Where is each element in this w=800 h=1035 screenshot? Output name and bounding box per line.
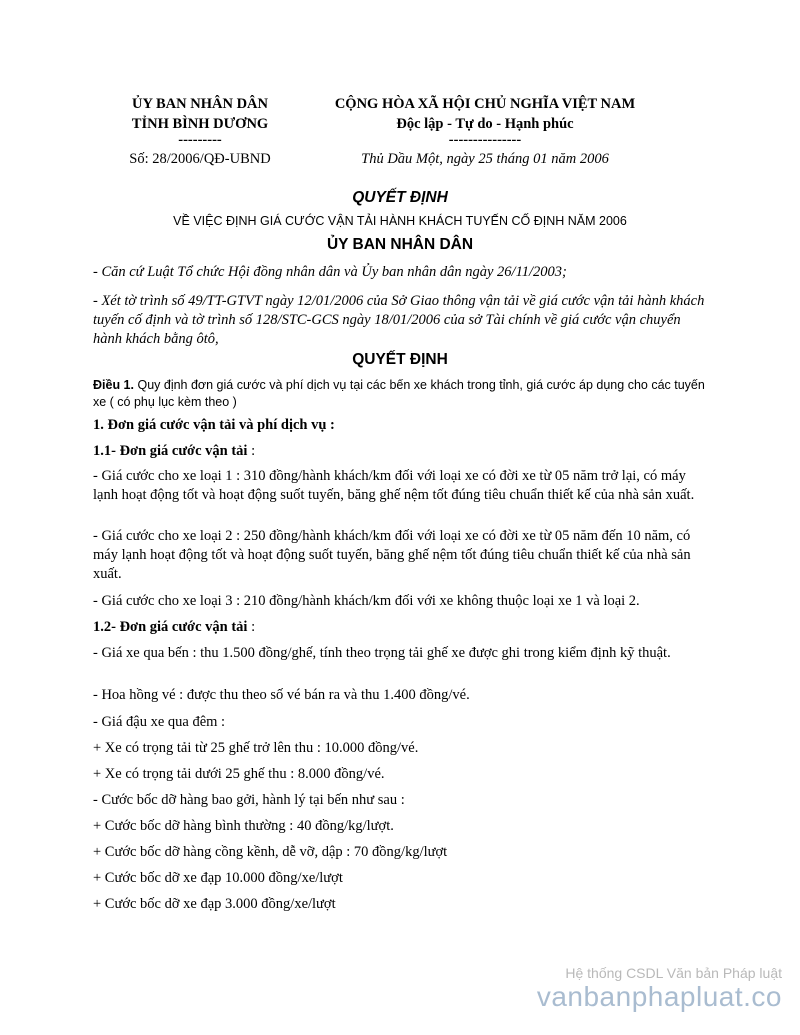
watermark-site: vanbanphapluat.co <box>536 981 782 1012</box>
service-terminal-fee: - Giá xe qua bến : thu 1.500 đồng/ghế, tính theo trọng tải ghế xe được ghi trong kiểm định kỹ thuật. <box>93 645 671 661</box>
service-ticket-commission: - Hoa hồng vé : được thu theo số vé bán ra và thu 1.400 đồng/vé. <box>93 687 470 703</box>
fare-type-2: - Giá cước cho xe loại 2 : 250 đồng/hành khách/km đối với loại xe có đời xe từ 05 năm đến 10 năm, có máy lạnh hoạt động tốt và hoạt động suốt tuyến, băng ghế nệm tốt đúng tiêu chuẩn thiết kế của nhà sản xuất. <box>93 528 691 582</box>
document-date: Thủ Dầu Một, ngày 25 tháng 01 năm 2006 <box>361 151 609 167</box>
issuer-province: TỈNH BÌNH DƯƠNG <box>131 116 269 132</box>
subsection-1-2-heading <box>93 618 713 637</box>
fare-type-3: - Giá cước cho xe loại 3 : 210 đồng/hành khách/km đối với xe không thuộc loại xe 1 và loại 2. <box>93 593 640 609</box>
country-name: CỘNG HÒA XÃ HỘI CHỦ NGHĨA VIỆT NAM <box>334 96 636 112</box>
issuer-divider: --------- <box>178 132 222 148</box>
section-1-heading: 1. Đơn giá cước vận tải và phí dịch vụ : <box>93 417 335 433</box>
authority-heading: ỦY BAN NHÂN DÂN <box>326 236 474 253</box>
subsection-1-2-suffix: : <box>247 619 256 635</box>
motto-divider: --------------- <box>448 132 522 148</box>
article-1-text: Quy định đơn giá cước và phí dịch vụ tại các bến xe khách trong tỉnh, giá cước áp dụng cho các tuyến xe ( có phụ lục kèm theo ) <box>93 378 705 409</box>
subsection-1-1-label: 1.1- Đơn giá cước vận tải <box>93 443 248 459</box>
service-loading-bicycle-1: + Cước bốc dỡ xe đạp 10.000 đồng/xe/lượt <box>93 870 343 886</box>
subsection-1-1-heading <box>93 442 713 461</box>
service-loading-bicycle-2: + Cước bốc dỡ xe đạp 3.000 đồng/xe/lượt <box>93 896 336 912</box>
preamble-legal-basis: - Căn cứ Luật Tổ chức Hội đồng nhân dân và Ủy ban nhân dân ngày 26/11/2003; <box>93 264 567 280</box>
article-1-label: Điều 1. <box>93 378 134 392</box>
article-1 <box>93 377 713 411</box>
service-loading-normal: + Cước bốc dỡ hàng bình thường : 40 đồng/kg/lượt. <box>93 818 394 834</box>
document-number: Số: 28/2006/QĐ-UBND <box>129 151 271 167</box>
fare-type-1: - Giá cước cho xe loại 1 : 310 đồng/hành khách/km đối với loại xe có đời xe từ 05 năm trở lại, có máy lạnh hoạt động tốt và hoạt động suốt tuyến, băng ghế nệm tốt đúng tiêu chuẩn thiết kế của nhà sản xuất. <box>93 468 695 503</box>
service-overnight-parking: - Giá đậu xe qua đêm : <box>93 714 226 730</box>
motto: Độc lập - Tự do - Hạnh phúc <box>396 116 574 132</box>
issuer-block <box>100 94 300 146</box>
decision-heading: QUYẾT ĐỊNH <box>352 351 448 368</box>
document-subject: VỀ VIỆC ĐỊNH GIÁ CƯỚC VẬN TẢI HÀNH KHÁCH TUYẾN CỐ ĐỊNH NĂM 2006 <box>173 214 627 228</box>
issuer-name: ỦY BAN NHÂN DÂN <box>131 96 268 112</box>
service-parking-small: + Xe có trọng tải dưới 25 ghế thu : 8.000 đồng/vé. <box>93 766 385 782</box>
preamble-proposals: - Xét tờ trình số 49/TT-GTVT ngày 12/01/2006 của Sở Giao thông vận tải về giá cước vận tải hành khách tuyến cố định và tờ trình số 128/STC-GCS ngày 18/01/2006 của sở Tài chính về giá cước vận chuyển hành khách bằng ôtô, <box>93 293 705 347</box>
subsection-1-1-suffix: : <box>247 443 256 459</box>
service-parking-large: + Xe có trọng tải từ 25 ghế trở lên thu : 10.000 đồng/vé. <box>93 740 419 756</box>
subsection-1-2-label: 1.2- Đơn giá cước vận tải <box>93 619 248 635</box>
document-title: QUYẾT ĐỊNH <box>352 189 448 206</box>
service-loading-bulky: + Cước bốc dỡ hàng cồng kềnh, dễ vỡ, dập : 70 đồng/kg/lượt <box>93 844 448 860</box>
watermark-caption: Hệ thống CSDL Văn bản Pháp luật <box>565 965 782 981</box>
service-loading-fees: - Cước bốc dỡ hàng bao gởi, hành lý tại bến như sau : <box>93 792 405 808</box>
national-motto-block <box>300 94 670 146</box>
